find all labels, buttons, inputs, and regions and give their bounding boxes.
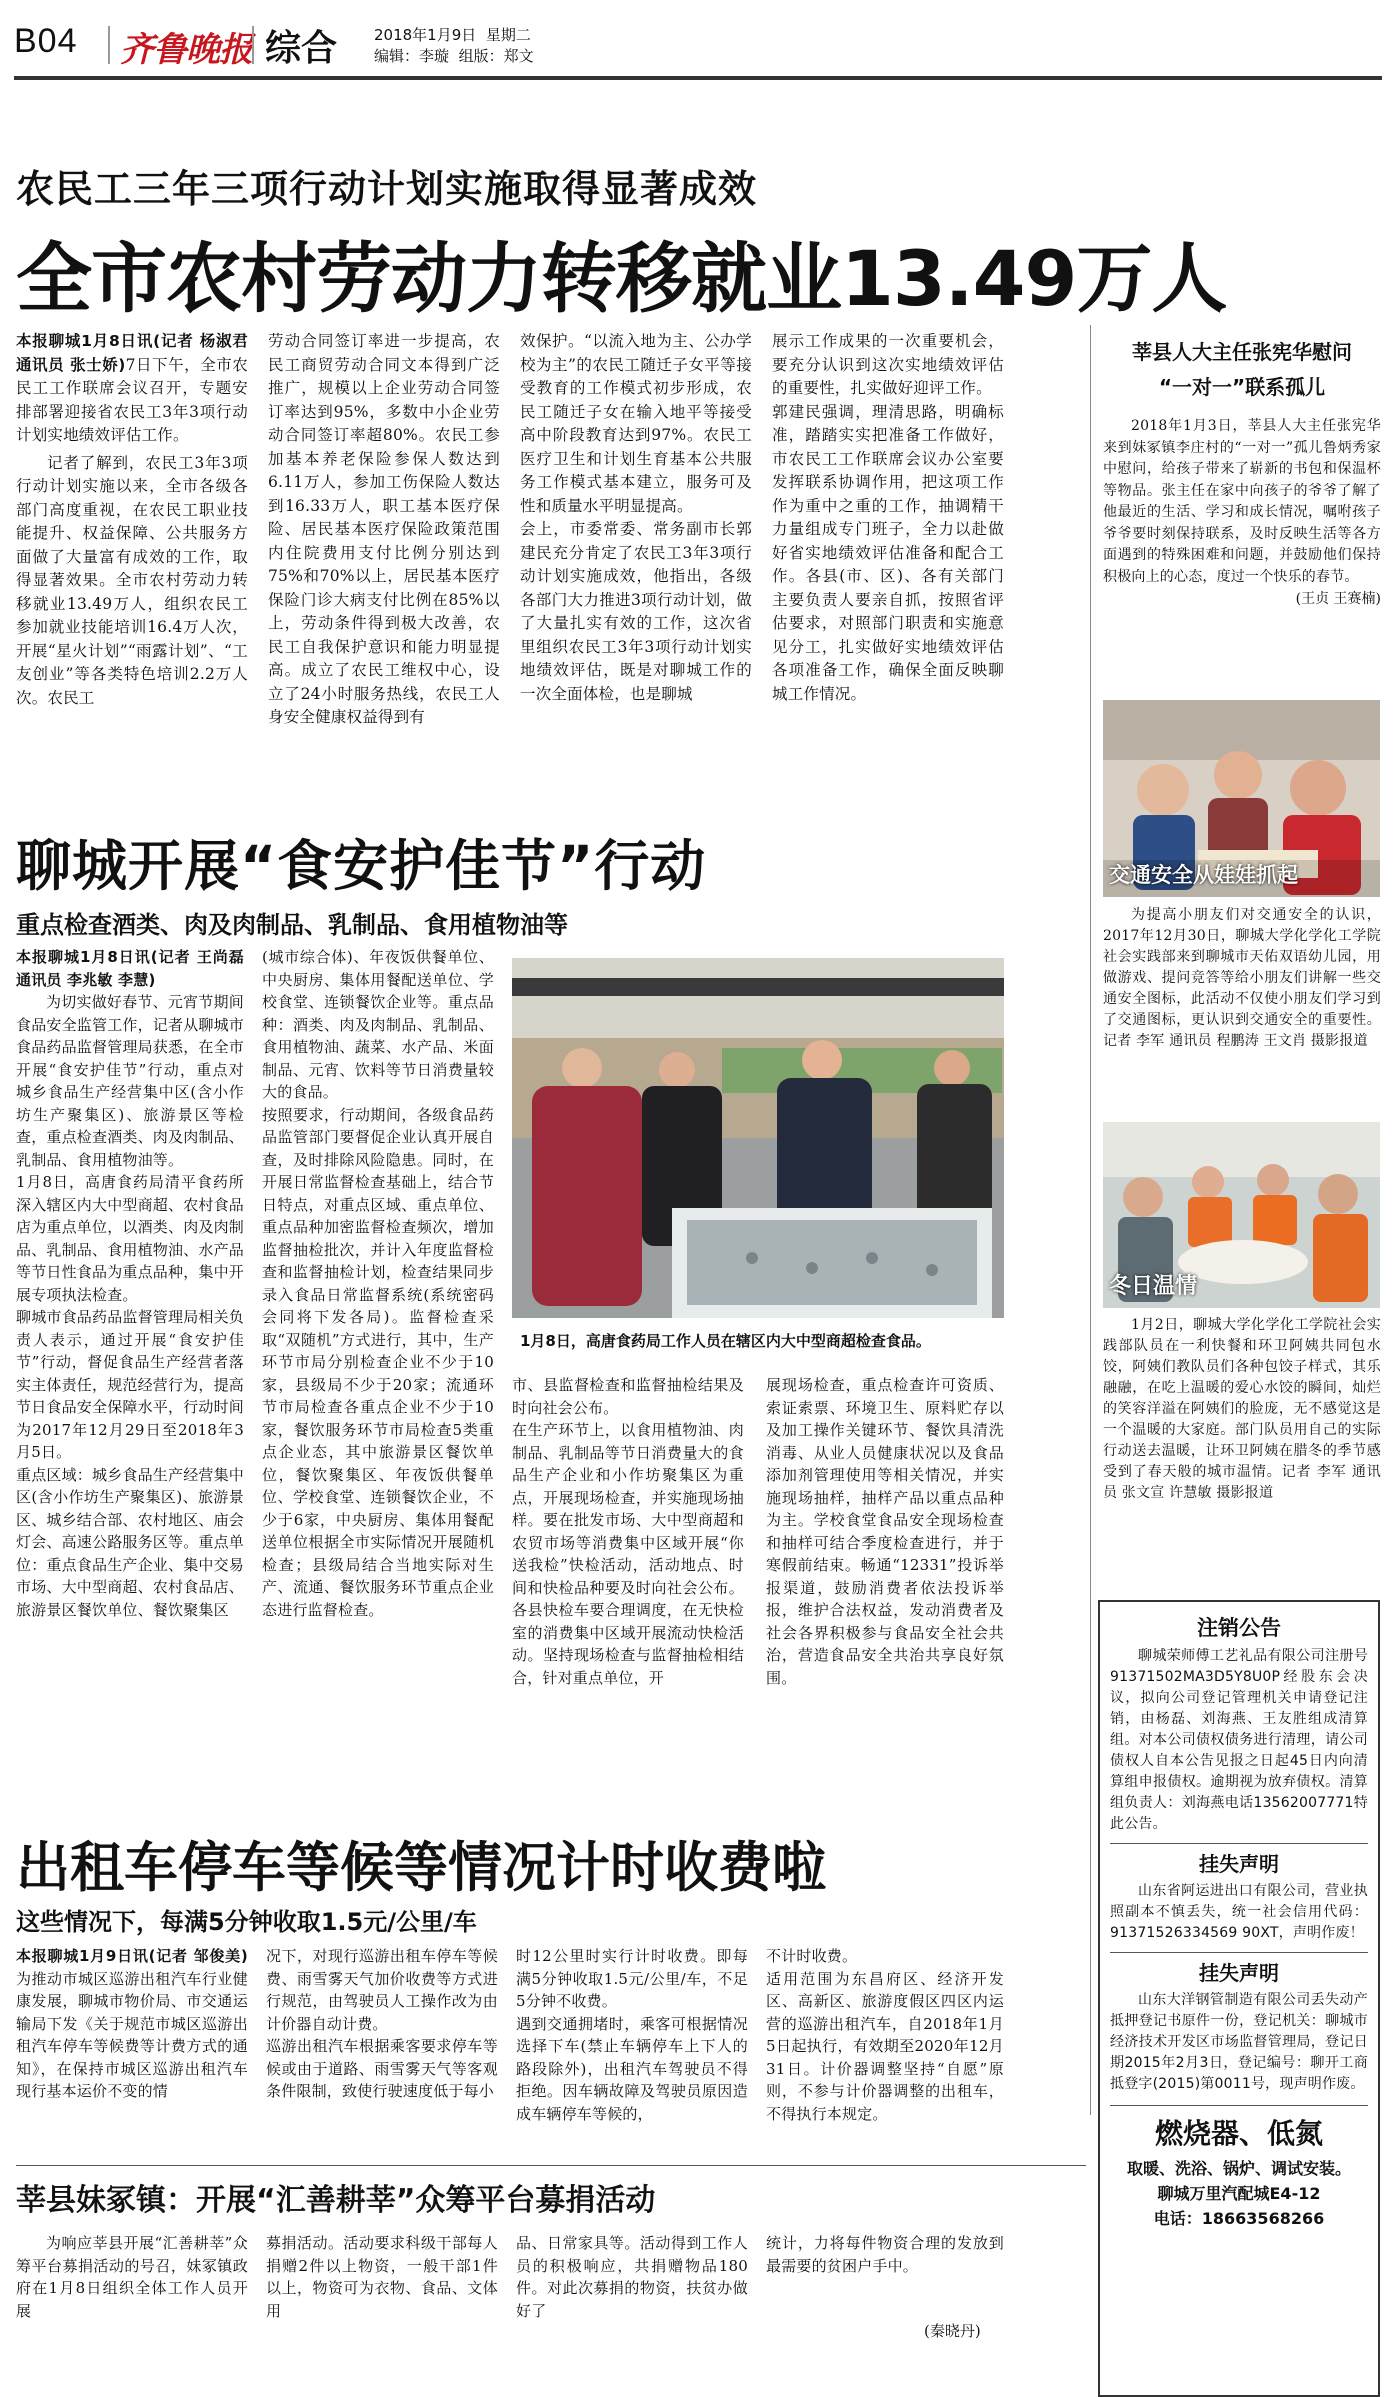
article4-column-3: 品、日常家具等。活动得到工作人员的积极响应，共捐赠物品180件。对此次募捐的物资，扶贫办做好了 xyxy=(516,2234,748,2320)
sidebar1-title-line1: 莘县人大主任张宪华慰问 xyxy=(1132,340,1352,364)
notice2-body: 山东省阿运进出口有限公司，营业执照副本不慎丢失，统一社会信用代码：91371526334569 90XT，声明作废！ xyxy=(1110,1883,1368,1941)
article2-headline: 聊城开展“食安护佳节”行动 xyxy=(16,834,707,898)
ad-line2: 聊城万里汽配城E4-12 xyxy=(1157,2184,1321,2203)
article2-column-4: 展现场检查，重点检查许可资质、索证索票、环境卫生、原料贮存以及加工操作关键环节、餐饮具清洗消毒、从业人员健康状况以及食品添加剂管理使用等相关情况，并实施现场抽样，抽样产品以重点品种为主。学校食堂食品安全现场检查和抽样可结合季度检查进行，并于寒假前结束。畅通“12331”投诉举报渠道，鼓励消费者依法投诉举报，维护合法权益，发动消费者及社会各界积极参与食品安全社会共治，营造食品安全共治共享良好氛围。 xyxy=(766,1376,1004,1687)
newspaper-logo: 齐鲁晚报 xyxy=(120,30,252,70)
article2-column-1: 本报聊城1月8日讯(记者 王尚磊 通讯员 李兆敏 李慧) 为切实做好春节、元宵节期间食品安全监管工作，记者从聊城市食品药品监督管理局获悉，在全市开展“食安护佳节”行动，重点对城乡食品生产经营集中区(含小作坊生产聚集区)、旅游景区等检查，重点检查酒类、肉及肉制品、乳制品、食用植物油等。 1月8日，高唐食药局清平食药所深入辖区内大中型商超、农村食品店为重点单位，以酒类、肉及肉制品、乳制品、食用植物油、水产品等节日性食品为重点品种，集中开展专项执法检查。 聊城市食品药品监督管理局相关负责人表示，通过开展“食安护佳节”行动，督促食品生产经营者落实主体责任，规范经营行为，提高节日食品安全保障水平，行动时间为2017年12月29日至2018年3月5日。 重点区域：城乡食品生产经营集中区(含小作坊生产聚集区)、旅游景区、城乡结合部、农村地区、庙会灯会、高速公路服务区等。重点单位：重点食品生产企业、集中交易市场、大中型商超、农村食品店、旅游景区餐饮单位、餐饮聚集区 xyxy=(16,948,245,1619)
supermarket-inspection-image xyxy=(512,958,1004,1318)
article1-column-2: 劳动合同签订率进一步提高，农民工商贸劳动合同文本得到广泛推广，规模以上企业劳动合同签订率达到95%，多数中小企业劳动合同签订率超80%。农民工参加基本养老保险参保人数达到6.11万人，参加工伤保险人数达到16.33万人，职工基本医疗保险、居民基本医疗保险政策范围内住院费用支付比例分别达到75%和70%以上，居民基本医疗保险门诊大病支付比例在85%以上，劳动条件得到极大改善，农民工自我保护意识和能力明显提高。成立了农民工维权中心，设立了24小时服务热线，农民工人身安全健康权益得到有 xyxy=(268,332,500,726)
masthead-rule xyxy=(14,76,1382,80)
sidebar2-body: 为提高小朋友们对交通安全的认识，2017年12月30日，聊城大学化学化工学院社会实践部来到聊城市天佑双语幼儿园，用做游戏、提问竞答等给小朋友们讲解一些交通安全图标，此活动不仅使小朋友们学习到了交通图标，更认识到交通安全的重要性。记者 李军 通讯员 程鹏涛 王文肖 摄影报道 xyxy=(1103,907,1381,1049)
article3-subhead: 这些情况下，每满5分钟收取1.5元/公里/车 xyxy=(16,1908,477,1936)
section-name: 综合 xyxy=(265,28,338,69)
notice2-title: 挂失声明 xyxy=(1110,1843,1368,1877)
page-code: B04 xyxy=(14,22,78,60)
article2-photo xyxy=(512,958,1004,1318)
article4-headline: 莘县妹冢镇：开展“汇善耕莘”众筹平台募捐活动 xyxy=(16,2183,656,2218)
byline: 本报聊城1月8日讯(记者 王尚磊 通讯员 李兆敏 李慧) xyxy=(16,948,244,989)
article3-column-1: 本报聊城1月9日讯(记者 邹俊美)为推动市城区巡游出租汽车行业健康发展，聊城市物价局、市交通运输局下发《关于规范市城区巡游出租汽车停车等候费等计费方式的通知》，在保持市城区巡游出租汽车现行基本运价不变的情 xyxy=(16,1947,248,2100)
sidebar3-photo-label: 冬日温情 xyxy=(1109,1274,1198,1299)
issue-date: 2018年1月9日 星期二 xyxy=(374,26,531,44)
sidebar1-credit: (王贞 王赛楠) xyxy=(1295,591,1381,607)
article1-column-1: 本报聊城1月8日讯(记者 杨淑君 通讯员 张士娇)7日下午，全市农民工工作联席会议召开，专题安排部署迎接省农民工3年3项行动计划实地绩效评估工作。 记者了解到，农民工3年3项行动计划实施以来，全市各级各部门高度重视，在农民工职业技能提升、权益保障、公共服务方面做了大量富有成效的工作，取得显著效果。全市农村劳动力转移就业13.49万人，组织农民工参加就业技能培训16.4万人次，开展“星火计划”“雨露计划”、“工友创业”等各类特色培训2.2万人次。农民工 xyxy=(16,332,248,707)
notices-box xyxy=(1098,1600,1380,2397)
article3-headline: 出租车停车等候等情况计时收费啦 xyxy=(16,1836,826,1899)
notice3-body: 山东大洋钢管制造有限公司丢失动产抵押登记书原件一份，登记机关：聊城市经济技术开发区市场监督管理局，登记日期2015年2月3日，登记编号：聊开工商抵登字(2015)第0011号，现声明作废。 xyxy=(1110,1992,1368,2092)
ad-block xyxy=(1110,2105,1368,2229)
sidebar1-title-line2: “一对一”联系孤儿 xyxy=(1158,375,1326,399)
article1-column-4: 展示工作成果的一次重要机会，要充分认识到这次实地绩效评估的重要性，扎实做好迎评工作。 郭建民强调，理清思路，明确标准，踏踏实实把准备工作做好，市农民工工作联席会议办公室要发挥联系协调作用，把这项工作作为重中之重的工作，抽调精干力量组成专门班子，全力以赴做好省实地绩效评估准备和配合工作。各县(市、区)、各有关部门主要负责人要亲自抓，按照省评估要求，对照部门职责和实施意见分工，扎实做好实地绩效评估各项准备工作，确保全面反映聊城工作情况。 xyxy=(772,332,1004,703)
article4-column-4: 统计，力将每件物资合理的发放到最需要的贫困户手中。 xyxy=(766,2234,1004,2275)
byline: 本报聊城1月8日讯(记者 杨淑君 通讯员 张士娇) xyxy=(16,332,248,374)
ad-phone: 电话：18663568266 xyxy=(1153,2209,1325,2228)
sidebar2-photo-label: 交通安全从娃娃抓起 xyxy=(1109,863,1298,887)
notice1-body: 聊城荣师傅工艺礼品有限公司注册号91371502MA3D5Y8U0P经股东会决议，拟向公司登记管理机关申请登记注销，由杨磊、刘海燕、王友胜组成清算组。对本公司债权债务进行清理，请公司债权人自本公告见报之日起45日内向清算组申报债权。逾期视为放弃债权。清算组负责人：刘海燕电话13562007771特此公告。 xyxy=(1110,1648,1368,1832)
notice1-title: 注销公告 xyxy=(1197,1616,1281,1640)
editor-credit: 编辑：李璇 组版：郑文 xyxy=(374,47,534,65)
sidebar2-photo xyxy=(1103,700,1380,897)
article3-column-4: 不计时收费。 适用范围为东昌府区、经济开发区、高新区、旅游度假区四区内运营的巡游出租汽车，自2018年1月5日起执行，有效期至2020年12月31日。计价器调整坚持“自愿”原则，不参与计价器调整的出租车，不得执行本规定。 xyxy=(766,1947,1004,2123)
article1-kicker: 农民工三年三项行动计划实施取得显著成效 xyxy=(16,167,758,211)
article1-headline: 全市农村劳动力转移就业13.49万人 xyxy=(16,234,1227,323)
article4-column-1: 为响应莘县开展“汇善耕莘”众筹平台募捐活动的号召，妹冢镇政府在1月8日组织全体工作人员开展 xyxy=(16,2234,248,2320)
article4-column-2: 募捐活动。活动要求科级干部每人捐赠2件以上物资，一般干部1件以上，物资可为衣物、食品、文体用 xyxy=(266,2234,498,2320)
article1-column-3: 效保护。“以流入地为主、公办学校为主”的农民工随迁子女平等接受教育的工作模式初步形成，农民工随迁子女在输入地平等接受高中阶段教育达到97%。农民工医疗卫生和计划生育基本公共服务工作模式基本建立，服务可及性和质量水平明显提高。 会上，市委常委、常务副市长郭建民充分肯定了农民工3年3项行动计划实施成效，他指出，各级各部门大力推进3项行动计划，做了大量扎实有效的工作，这次省里组织农民工3年3项行动计划实地绩效评估，既是对聊城工作的一次全面体检，也是聊城 xyxy=(520,332,752,703)
article3-column-2: 况下，对现行巡游出租车停车等候费、雨雪雾天气加价收费等方式进行规范，由驾驶员人工操作改为由计价器自动计费。 巡游出租汽车根据乘客要求停车等候或由于道路、雨雪雾天气等客观条件限制，致使行驶速度低于每小 xyxy=(266,1947,498,2100)
sidebar3-photo xyxy=(1103,1122,1380,1308)
article2-subhead: 重点检查酒类、肉及肉制品、乳制品、食用植物油等 xyxy=(16,911,568,939)
byline: 本报聊城1月9日讯(记者 邹俊美) xyxy=(16,1947,248,1965)
article2-column-2: (城市综合体)、年夜饭供餐单位、中央厨房、集体用餐配送单位、学校食堂、连锁餐饮企业等。重点品种：酒类、肉及肉制品、乳制品、食用植物油、蔬菜、水产品、米面制品、元宵、饮料等节日消费量较大的食品。 按照要求，行动期间，各级食品药品监管部门要督促企业认真开展自查，及时排除风险隐患。同时，在开展日常监督检查基础上，结合节日特点，对重点区域、重点单位、重点品种加密监督检查频次，增加监督抽检批次，并计入年度监督检查和监督抽检计划，检查结果同步录入食品日常监督系统(系统密码会同将下发各局)。监督检查采取“双随机”方式进行，其中，生产环节市局分别检查企业不少于10家，县级局不少于20家；流通环节市局检查各重点企业不少于10家，餐饮服务环节市局检查5类重点企业态，其中旅游景区餐饮单位，餐饮聚集区、年夜饭供餐单位、学校食堂、连锁餐饮企业，不少于6家，中央厨房、集体用餐配送单位根据全市实际情况开展随机检查；县级局结合当地实际对生产、流通、餐饮服务环节重点企业态进行监督检查。 xyxy=(262,948,494,1619)
sidebar3-body: 1月2日，聊城大学化学化工学院社会实践部队员在一利快餐和环卫阿姨共同包水饺，阿姨们教队员们各种包饺子样式，其乐融融，在吃上温暖的爱心水饺的瞬间，灿烂的笑容洋溢在阿姨们的脸庞，无不感觉这是一个温暖的大家庭。部门队员用自己的实际行动送去温暖，让环卫阿姨在腊冬的季节感受到了春天般的城市温情。记者 李军 通讯员 张文宣 许慧敏 摄影报道 xyxy=(1103,1317,1381,1501)
article2-photo-caption: 1月8日，高唐食药局工作人员在辖区内大中型商超检查食品。 xyxy=(520,1332,931,1350)
ad-title: 燃烧器、低氮 xyxy=(1154,2117,1323,2150)
article3-column-3: 时12公里时实行计时收费。即每满5分钟收取1.5元/公里/车，不足5分钟不收费。 遇到交通拥堵时，乘客可根据情况选择下车(禁止车辆停车上下人的路段除外)，出租汽车驾驶员不得拒绝。因车辆故障及驾驶员原因造成车辆停车等候的， xyxy=(516,1947,748,2123)
masthead xyxy=(0,0,1395,70)
sidebar1-body: 2018年1月3日，莘县人大主任张宪华来到妹冢镇李庄村的“一对一”孤儿鲁炳秀家中慰问，给孩子带来了崭新的书包和保温杯等物品。张主任在家中向孩子的爷爷了解了他最近的生活、学习和成长情况，嘱咐孩子爷爷要时刻保持联系，及时反映生活等各方面遇到的特殊困难和问题，并鼓励他们保持积极向上的心态，度过一个快乐的春节。 xyxy=(1103,418,1381,585)
sidebar1 xyxy=(1103,336,1381,608)
notice3-title: 挂失声明 xyxy=(1110,1952,1368,1986)
ad-line1: 取暖、洗浴、锅炉、调试安装。 xyxy=(1126,2159,1351,2178)
article2-column-3: 市、县监督检查和监督抽检结果及时向社会公布。 在生产环节上，以食用植物油、肉制品、乳制品等节日消费量大的食品生产企业和小作坊聚集区为重点，开展现场检查，并实施现场抽样。要在批发市场、大中型商超和农贸市场等消费集中区域开展“你送我检”快检活动，活动地点、时间和快检品种要及时向社会公布。各县快检车要合理调度，在无快检室的消费集中区域开展流动快检活动。坚持现场检查与监督抽检相结合，针对重点单位，开 xyxy=(512,1376,744,1687)
article4-credit: (秦晓丹) xyxy=(924,2322,981,2340)
